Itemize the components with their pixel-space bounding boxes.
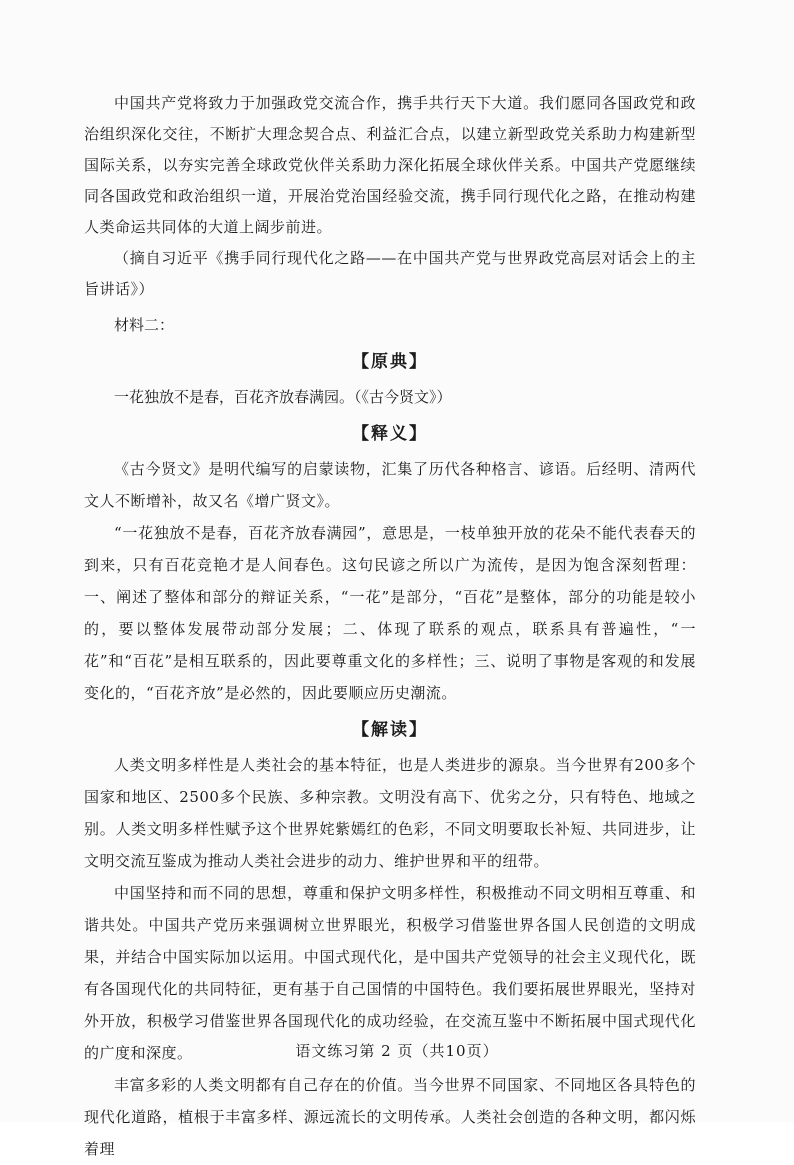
interpretation-paragraph: 中国坚持和而不同的思想，尊重和保护文明多样性，积极推动不同文明相互尊重、和谐共处。中国共产党历来强调树立世界眼光，积极学习借鉴世界各国人民创造的文明成果，并结合中国实际加以运用。中国式现代化，是中国共产党领导的社会主义现代化，既有各国现代化的共同特征，更有基于自己国情的中国特色。我们要拓展世界眼光，坚持对外开放，积极学习借鉴世界各国现代化的成功经验，在交流互鉴中不断拓展中国式现代化的广度和深度。 (84, 884, 696, 1062)
interpretation-paragraph: 丰富多彩的人类文明都有自己存在的价值。当今世界不同国家、不同地区各具特色的现代化道路，植根于丰富多样、源远流长的文明传承。人类社会创造的各种文明，都闪烁着理 (84, 1076, 696, 1158)
heading-interpretation: 【解读】 (352, 720, 428, 740)
material2-label: 材料二： (114, 316, 175, 334)
explanation-paragraph: “一花独放不是春，百花齐放春满园”，意思是，一枝单独开放的花朵不能代表春天的到来，只有百花竞艳才是人间春色。这句民谚之所以广为流传，是因为饱含深刻哲理：一、阐述了整体和部分的辩证关系，“一花”是部分，“百花”是整体，部分的功能是较小的，要以整体发展带动部分发展；二、体现了联系的观点，联系具有普遍性，“一花”和“百花”是相互联系的，因此要尊重文化的多样性；三、说明了事物是客观的和发展变化的，“百花齐放”是必然的，因此要顺应历史潮流。 (84, 524, 696, 702)
page-content (84, 88, 696, 1165)
interpretation-paragraph: 人类文明多样性是人类社会的基本特征，也是人类进步的源泉。当今世界有200多个国家和地区、2500多个民族、多种宗教。文明没有高下、优劣之分，只有特色、地域之别。人类文明多样性赋予这个世界姹紫嫣红的色彩，不同文明要取长补短、共同进步，让文明交流互鉴成为推动人类社会进步的动力、维护世界和平的纽带。 (84, 756, 696, 870)
page-footer: 语文练习第 2 页（共10页） (295, 1042, 499, 1060)
material1-paragraph: 中国共产党将致力于加强政党交流合作，携手共行天下大道。我们愿同各国政党和政治组织深化交往，不断扩大理念契合点、利益汇合点，以建立新型政党关系助力构建新型国际关系，以夯实完善全球政党伙伴关系助力深化拓展全球伙伴关系。中国共产党愿继续同各国政党和政治组织一道，开展治党治国经验交流，携手同行现代化之路，在推动构建人类命运共同体的大道上阔步前进。 (84, 94, 696, 236)
heading-explanation: 【释义】 (352, 424, 428, 444)
heading-original: 【原典】 (352, 352, 428, 372)
original-quote: 一花独放不是春，百花齐放春满园。（《古今贤文》） (114, 388, 452, 406)
explanation-paragraph: 《古今贤文》是明代编写的启蒙读物，汇集了历代各种格言、谚语。后经明、清两代文人不断增补，故又名《增广贤文》。 (84, 460, 696, 510)
source-note: （摘自习近平《携手同行现代化之路——在中国共产党与世界政党高层对话会上的主旨讲话》） (84, 249, 696, 298)
